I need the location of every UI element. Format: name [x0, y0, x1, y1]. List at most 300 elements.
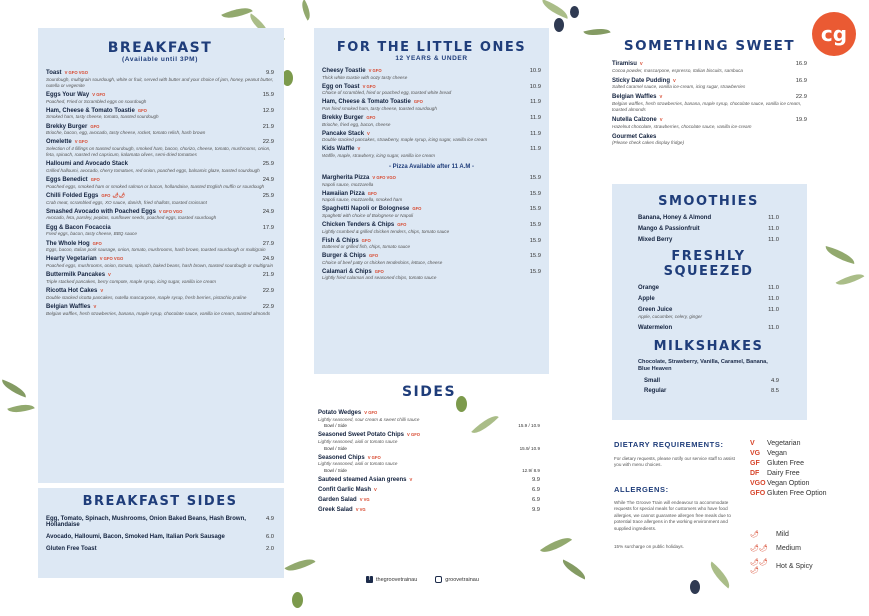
item-row: [46, 546, 274, 552]
menu-item: [318, 432, 540, 450]
dietary-tags: V: [367, 130, 370, 136]
dietary-legend: [750, 440, 860, 500]
heat-label: Hot & Spicy: [776, 562, 813, 570]
allergens-text: While The Groove Train will endeavour to accommodate requests for special meals for customers who have food allergies, we cannot guarantee allergen free meals due to potential trace allergens in the working environment and supplied ingredients.: [614, 499, 731, 531]
dietary-tags: GFO: [90, 123, 100, 129]
item-name: Apple: [638, 296, 655, 302]
dietary-tags: V: [93, 303, 97, 309]
legend-row: [750, 470, 860, 477]
item-price: 11.0: [768, 307, 779, 313]
menu-item: [46, 161, 274, 174]
breakfast-sides-items: [46, 516, 274, 552]
dietary-section: [614, 440, 736, 549]
item-row: [322, 206, 541, 212]
legend-key: V: [750, 440, 755, 447]
item-name-wrap: [318, 487, 377, 493]
dietary-tags: V: [409, 476, 413, 482]
item-name-wrap: [322, 175, 396, 181]
item-name: The Whole Hog: [46, 240, 90, 247]
menu-item: [46, 124, 274, 137]
item-price: 16.9: [795, 77, 807, 84]
item-row: [638, 226, 779, 232]
item-name-wrap: [612, 117, 662, 123]
item-row: [322, 238, 541, 244]
item-name: Halloumi and Avocado Stack: [46, 161, 128, 168]
fresh-items: [638, 285, 779, 331]
item-description: Choice of scrambled, fried or poached egg, toasted white bread: [322, 90, 452, 96]
item-name-wrap: [46, 288, 103, 294]
item-price: 19.9: [795, 117, 807, 124]
item-price: 24.9: [262, 256, 274, 263]
item-name-wrap: [322, 269, 384, 275]
item-name-wrap: [322, 191, 377, 197]
something-sweet-title: SOMETHING SWEET: [623, 38, 796, 54]
menu-item: [46, 272, 274, 285]
item-description: Poached eggs, mushrooms, onion, tomato, spinach, baked beans, hash brown, toasted sourdough or multigrain: [46, 263, 274, 268]
chili-icon: 🌶🌶: [750, 545, 768, 552]
instagram-link[interactable]: [435, 576, 479, 583]
item-price: 11.9: [530, 99, 541, 106]
menu-item: [322, 253, 541, 266]
dietary-tags: V VG: [359, 496, 370, 502]
legend-key: VG: [750, 450, 761, 457]
menu-item: [644, 378, 779, 384]
legend-label: Gluten Free: [767, 460, 804, 467]
menu-item: [322, 68, 541, 81]
menu-item: [644, 388, 779, 394]
item-price: 11.0: [768, 215, 779, 221]
item-price: 15.9: [262, 91, 274, 98]
dietary-tags: GFO: [137, 107, 147, 113]
item-name: Potato Wedges: [318, 410, 362, 416]
item-name: Belgian Waffles: [46, 303, 91, 310]
item-row: [322, 68, 541, 74]
drinks-panel: [612, 184, 807, 420]
sides-section: [318, 380, 540, 583]
item-price: 15.9: [529, 190, 541, 197]
item-name-wrap: [638, 237, 672, 243]
item-price: 25.9: [262, 193, 274, 200]
item-name-wrap: [612, 61, 643, 67]
item-name-wrap: [322, 84, 376, 90]
item-description: Belgian waffles, fresh strawberries, banana, maple syrup, chocolate sauce, vanilla ice cream, toasted almonds: [612, 100, 802, 112]
breakfast-title: BREAKFAST: [107, 40, 213, 56]
smoothies-title: SMOOTHIES: [658, 194, 759, 209]
chili-icon: 🌶🌶: [112, 193, 126, 200]
dietary-tags: GFO: [101, 193, 111, 199]
item-name: Ham, Cheese & Tomato Toastie: [46, 107, 135, 114]
item-name-wrap: [46, 124, 99, 130]
brand-logo: cg: [812, 12, 856, 56]
legend-label: Vegetarian: [767, 440, 801, 447]
item-row: [322, 222, 541, 228]
item-price: 11.9: [530, 146, 541, 153]
menu-item: [322, 84, 541, 97]
heat-row: [750, 544, 860, 552]
dietary-tags: GFO: [374, 268, 384, 274]
item-description: Waffle, maple, strawberry, icing sugar, vanilla ice cream: [322, 152, 435, 158]
item-name-wrap: [612, 78, 676, 84]
item-price: 21.9: [262, 123, 274, 130]
dietary-tags: V GFO: [367, 454, 381, 460]
breakfast-subtitle: (Available until 3PM): [122, 56, 198, 63]
item-description: Battered or grilled fish, chips, tomato sauce: [322, 244, 411, 250]
item-name: Avocado, Halloumi, Bacon, Smoked Ham, Italian Pork Sausage: [46, 534, 225, 540]
item-name-wrap: [322, 238, 371, 244]
item-name: Cheesy Toastie: [322, 68, 366, 74]
dietary-tags: GFO: [90, 177, 100, 183]
menu-item: [318, 507, 540, 513]
item-row: [46, 288, 274, 294]
heat-legend: [750, 530, 860, 580]
item-description: Double stacked ricotta pancakes, nutella mascarpone, maple syrup, fresh berries, pistachio praline: [46, 294, 247, 300]
item-row: [318, 455, 540, 461]
something-sweet-items: [612, 61, 807, 146]
menu-item: [46, 241, 274, 254]
item-name: Egg on Toast: [322, 83, 360, 90]
milkshake-sizes: [638, 378, 779, 394]
menu-item: [638, 325, 779, 331]
item-name-wrap: [46, 139, 88, 145]
item-price: 15.9 / 10.9: [518, 423, 540, 429]
item-price: 9.9: [531, 506, 540, 513]
item-price: 9.9: [531, 476, 540, 483]
item-name: Pancake Stack: [322, 130, 365, 137]
item-name-wrap: [322, 146, 360, 152]
breakfast-panel: [38, 28, 284, 483]
menu-item: [322, 206, 541, 219]
item-description: Thick white toastie with oozy tasty cheese: [322, 74, 408, 80]
dietary-tags: V GFO: [407, 432, 421, 438]
item-name-wrap: [322, 222, 406, 228]
item-description: Pan fried smoked ham, tasty cheese, toasted sourdough: [322, 105, 437, 111]
item-price: 4.9: [265, 516, 274, 522]
chili-icon: 🌶: [750, 531, 759, 538]
legend-row: [750, 460, 860, 467]
item-row: [638, 307, 779, 313]
item-price: 11.0: [768, 285, 779, 291]
legend-key: DF: [750, 470, 760, 477]
item-row: [638, 296, 779, 302]
heat-row: [750, 530, 860, 538]
item-name: Seasoned Chips: [318, 454, 365, 461]
item-name-wrap: [46, 534, 225, 540]
item-row: [46, 256, 274, 262]
item-name: Brekky Burger: [322, 114, 364, 121]
item-name-wrap: [46, 70, 88, 76]
item-description: Brioche, bacon, egg, avocado, tasty cheese, rocket, tomato relish, hash brown: [46, 130, 206, 136]
dietary-tags: V: [357, 146, 361, 152]
menu-item: [322, 222, 541, 235]
item-name-wrap: [46, 92, 105, 98]
item-row: [322, 131, 541, 137]
item-price: 11.9: [530, 130, 541, 137]
item-price: 11.0: [768, 324, 779, 331]
dietary-text: For dietary requests, please notify our service staff to assist you with menu choices.: [614, 456, 735, 468]
menu-item: [46, 225, 274, 238]
facebook-link[interactable]: [366, 576, 417, 583]
item-description: Spaghetti with choice of Bolognese or Napoli: [322, 212, 414, 218]
item-description: Triple stacked pancakes, berry compote, maple syrup, icing sugar, vanilla ice cream: [46, 278, 216, 284]
item-row: [612, 134, 807, 140]
item-description: Crab meat, scrambled eggs, XO sauce, danish, fried shallots, toasted croissant: [46, 199, 207, 205]
legend-label: Vegan Option: [767, 480, 810, 487]
item-name: Smashed Avocado with Poached Eggs: [46, 208, 156, 215]
item-name: Garden Salad: [318, 496, 357, 503]
item-name: Kids Waffle: [322, 146, 355, 153]
facebook-icon: f: [366, 576, 373, 583]
item-description: Fried eggs, bacon, tasty cheese, BBQ sauce: [46, 231, 137, 237]
dietary-tags: V GFO VGO: [64, 70, 89, 75]
item-name-wrap: [322, 253, 378, 259]
item-description: Poached eggs, smoked ham or smoked salmon or bacon, hollandaise, toasted English muffin or sourdough: [46, 183, 265, 189]
milkshake-flavours: Chocolate, Strawberry, Vanilla, Caramel, Banana, Blue Heaven: [638, 358, 768, 373]
item-price: 22.9: [262, 288, 274, 295]
item-description: Napoli sauce, mozzarella, smoked ham: [322, 197, 403, 203]
menu-item: [46, 546, 274, 552]
menu-item: [46, 108, 274, 121]
item-price: 2.0: [265, 546, 274, 552]
allergens-title: ALLERGENS:: [614, 484, 669, 494]
item-name: Buttermilk Pancakes: [46, 272, 106, 279]
little-ones-panel: [314, 28, 549, 374]
menu-item: [46, 288, 274, 301]
item-name: Gluten Free Toast: [46, 546, 97, 552]
item-description: Eggs, bacon, Italian pork sausage, onion, tomato, mushrooms, hash brown, toasted sourdough or multigrain: [46, 247, 266, 253]
item-description: Poached, Fried or Scrambled eggs on sourdough: [46, 98, 147, 104]
item-name: Sticky Date Pudding: [612, 77, 671, 84]
item-row: [322, 84, 541, 90]
item-price: 12.9/ 8.9: [522, 467, 540, 473]
item-name: Chilli Folded Eggs: [46, 193, 99, 200]
item-row: [46, 225, 274, 231]
item-description: Salted caramel sauce, vanilla ice-cream, icing sugar, strawberries: [612, 84, 746, 90]
item-row: [46, 177, 274, 183]
little-ones-items: [322, 68, 541, 159]
legend-key: GF: [750, 460, 760, 467]
item-description: Lightly seasoned, aioli or tomato sauce: [318, 461, 398, 467]
little-ones-subtitle: 12 YEARS & UNDER: [395, 55, 468, 62]
item-row: [322, 253, 541, 259]
item-price: 11.9: [530, 114, 541, 121]
item-description: Brioche, fried egg, bacon, cheese: [322, 121, 391, 127]
menu-item: [318, 497, 540, 503]
item-name: Regular: [644, 388, 667, 395]
item-price: 10.9: [529, 83, 541, 90]
legend-label: Dairy Free: [767, 470, 800, 477]
item-price: 15.9: [529, 221, 541, 228]
item-name: Calamari & Chips: [322, 268, 372, 275]
item-name-wrap: [638, 325, 672, 331]
dietary-tags: GFO: [361, 237, 371, 243]
item-row: [46, 209, 274, 215]
item-name: Confit Garlic Mash: [318, 486, 372, 493]
dietary-tags: V VG: [355, 506, 366, 512]
item-name: Sauteed steamed Asian greens: [318, 476, 407, 483]
legend-row: [750, 490, 860, 497]
item-price: 15.9: [529, 206, 541, 213]
menu-item: [46, 304, 274, 317]
item-row: [612, 78, 807, 84]
breakfast-items: [46, 70, 274, 317]
item-description: Apple, cucumber, celery, ginger: [638, 313, 703, 319]
item-row: [318, 477, 540, 483]
dietary-tags: V: [374, 486, 377, 492]
menu-item: [318, 487, 540, 493]
instagram-handle: groovetrainau: [445, 576, 479, 583]
dietary-tags: V: [639, 61, 643, 66]
item-price: 24.9: [262, 208, 274, 215]
item-price: 9.9: [265, 70, 274, 76]
item-row: [612, 61, 807, 67]
item-price: 10.9: [529, 68, 541, 74]
dietary-tags: V GFO: [364, 410, 378, 415]
item-price: 15.9: [529, 174, 541, 181]
item-name: Tiramisu: [612, 61, 637, 67]
item-name-wrap: [322, 68, 382, 74]
menu-item: [46, 92, 274, 105]
item-row: [318, 487, 540, 493]
menu-item: [638, 215, 779, 221]
item-price: 12.9: [262, 107, 274, 114]
item-price: 15.9: [529, 268, 541, 275]
pizza-heading: - Pizza Available after 11 A.M -: [388, 163, 475, 170]
dietary-tags: GFO: [92, 240, 102, 246]
item-name-wrap: [322, 99, 423, 105]
menu-item: [612, 117, 807, 130]
sides-items: [318, 410, 540, 513]
menu-item: [638, 285, 779, 291]
item-name-wrap: [638, 215, 711, 221]
dietary-tags: GFO: [367, 190, 377, 196]
dietary-tags: V GFO VGO: [372, 174, 396, 180]
menu-item: [612, 94, 807, 113]
item-row: [322, 99, 541, 105]
menu-item: [46, 70, 274, 89]
item-name: Omelette: [46, 139, 72, 146]
item-price: 6.9: [531, 486, 540, 493]
item-name-wrap: [46, 546, 97, 552]
menu-item: [322, 99, 541, 112]
legend-key: VGO: [750, 480, 766, 487]
item-price: 8.5: [770, 388, 779, 395]
item-price: 15.9: [529, 237, 541, 244]
legend-key: GFO: [750, 490, 766, 497]
item-price: 24.9: [262, 177, 274, 184]
menu-item: [322, 269, 541, 282]
item-size-row: [318, 423, 540, 428]
item-name: Margherita Pizza: [322, 174, 370, 181]
menu-item: [638, 237, 779, 243]
item-row: [318, 410, 540, 416]
dietary-tags: V: [673, 77, 676, 83]
item-name: Watermelon: [638, 324, 673, 331]
item-name: Small: [644, 378, 661, 385]
item-row: [644, 388, 779, 394]
item-description: (Please check cakes display fridge): [612, 140, 685, 146]
item-name-wrap: [46, 177, 100, 183]
menu-item: [46, 139, 274, 158]
item-row: [318, 497, 540, 503]
item-row: [46, 304, 274, 310]
item-name-wrap: [46, 209, 182, 215]
heat-label: Mild: [776, 530, 789, 538]
social-links: [366, 576, 479, 583]
item-row: [46, 139, 274, 145]
menu-item: [322, 146, 541, 159]
item-description: Grilled halloumi, avocado, cherry tomatoes, red onion, poached eggs, balsamic glaze, toasted sourdough: [46, 167, 260, 173]
item-price: 21.9: [262, 272, 274, 279]
item-name: Egg, Tomato, Spinach, Mushrooms, Onion Baked Beans, Hash Brown, Hollandaise: [46, 516, 246, 528]
item-price: 6.0: [265, 534, 274, 540]
menu-item: [318, 455, 540, 473]
item-price: 11.0: [768, 237, 779, 243]
menu-item: [322, 115, 541, 128]
item-description: Lightly seasoned, sour cream & sweet chilli sauce: [318, 416, 420, 422]
dietary-tags: GFO: [369, 253, 379, 259]
menu-item: [322, 238, 541, 251]
item-name-wrap: [612, 134, 656, 140]
menu-item: [46, 256, 274, 269]
item-description: Belgian waffles, fresh strawberries, banana, maple syrup, chocolate sauce, vanilla ice cream, toasted almonds: [46, 310, 271, 316]
legend-label: Gluten Free Option: [767, 490, 827, 497]
item-row: [46, 516, 274, 528]
item-name-wrap: [322, 115, 375, 121]
item-name-wrap: [318, 432, 420, 438]
menu-item: [318, 410, 540, 428]
pizza-items: [322, 175, 541, 282]
milkshakes-title: MILKSHAKES: [653, 338, 764, 354]
fresh-title: FRESHLY SQUEEZED: [663, 249, 754, 279]
item-price: 11.0: [768, 296, 779, 302]
item-name: Greek Salad: [318, 506, 353, 513]
item-row: [612, 94, 807, 100]
item-row: [322, 175, 541, 181]
item-name: Green Juice: [638, 307, 673, 313]
dietary-tags: V GFO VGO: [99, 256, 124, 262]
item-row: [322, 115, 541, 121]
item-name: Hawaiian Pizza: [322, 190, 365, 197]
legend-row: [750, 440, 860, 447]
legend-label: Vegan: [767, 450, 787, 457]
sides-title: SIDES: [401, 384, 457, 400]
item-name: Spaghetti Napoli or Bolognese: [322, 206, 410, 213]
item-price: 6.9: [531, 496, 540, 503]
menu-item: [638, 226, 779, 232]
item-name: Eggs Your Way: [46, 91, 90, 98]
item-name-wrap: [322, 206, 421, 212]
item-name: Toast: [46, 70, 62, 76]
item-description: Double stacked pancakes, strawberry, maple syrup, icing sugar, vanilla ice cream: [322, 137, 488, 143]
item-size: Bowl / Side: [324, 467, 347, 473]
item-price: 25.9: [262, 161, 274, 168]
item-row: [46, 272, 274, 278]
chili-icon: 🌶🌶🌶: [750, 559, 768, 574]
item-price: 22.9: [795, 94, 807, 101]
item-row: [46, 161, 274, 167]
item-name: Gourmet Cakes: [612, 133, 657, 140]
item-name-wrap: [318, 410, 377, 416]
item-name-wrap: [318, 507, 366, 513]
item-name-wrap: [46, 193, 125, 199]
item-row: [46, 241, 274, 247]
item-description: Lightly seasoned, aioli or tomato sauce: [318, 438, 398, 444]
item-row: [322, 269, 541, 275]
menu-item: [46, 209, 274, 222]
item-price: 11.0: [768, 226, 779, 232]
item-name-wrap: [46, 241, 102, 247]
instagram-icon: [435, 576, 442, 583]
